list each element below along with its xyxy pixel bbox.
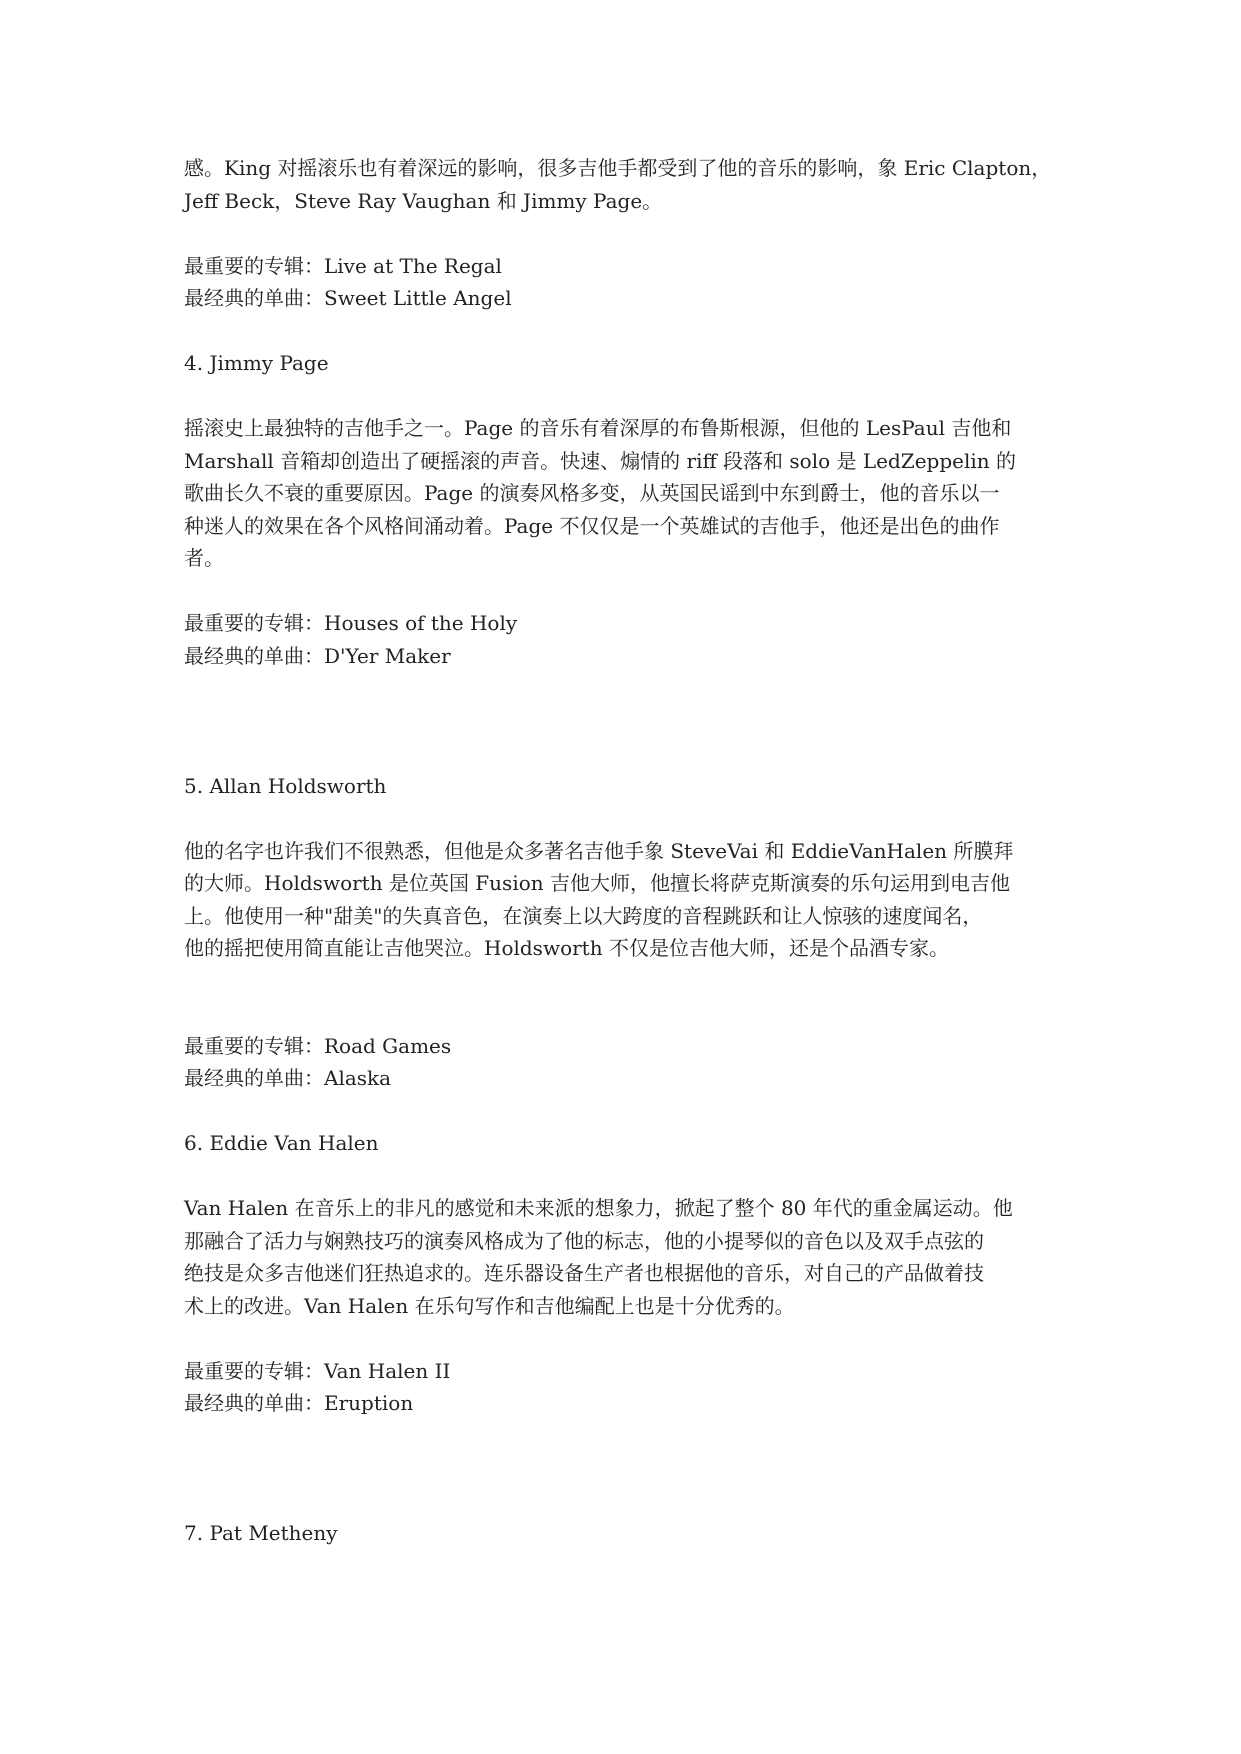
single-line: 最经典的单曲：Alaska [184,1066,392,1090]
paragraph-line: 歌曲长久不衰的重要原因。Page 的演奏风格多变，从英国民谣到中东到爵士，他的音乐以一 [184,481,1000,505]
section-heading: 5. Allan Holdsworth [184,774,387,798]
album-line: 最重要的专辑：Van Halen II [184,1359,451,1383]
section-heading: 7. Pat Metheny [184,1521,338,1545]
section-heading: 4. Jimmy Page [184,351,329,375]
album-line: 最重要的专辑：Road Games [184,1034,452,1058]
paragraph-line: 他的名字也许我们不很熟悉，但他是众多著名吉他手象 SteveVai 和 EddieVanHalen 所膜拜 [184,839,1014,863]
paragraph-line: 种迷人的效果在各个风格间涌动着。Page 不仅仅是一个英雄试的吉他手，他还是出色的曲作 [184,514,1000,538]
paragraph-line: 绝技是众多吉他迷们狂热追求的。连乐器设备生产者也根据他的音乐，对自己的产品做着技 [184,1261,984,1285]
paragraph-line: Van Halen 在音乐上的非凡的感觉和未来派的想象力，掀起了整个 80 年代的重金属运动。他 [184,1196,1013,1220]
album-line: 最重要的专辑：Houses of the Holy [184,611,518,635]
paragraph-line: 那融合了活力与娴熟技巧的演奏风格成为了他的标志，他的小提琴似的音色以及双手点弦的 [184,1229,984,1253]
paragraph-line: 摇滚史上最独特的吉他手之一。Page 的音乐有着深厚的布鲁斯根源，但他的 LesPaul 吉他和 [184,416,1012,440]
paragraph-line: Marshall 音箱却创造出了硬摇滚的声音。快速、煽情的 riff 段落和 solo 是 LedZeppelin 的 [184,449,1017,473]
paragraph-line: 的大师。Holdsworth 是位英国 Fusion 吉他大师，他擅长将萨克斯演奏的乐句运用到电吉他 [184,871,1010,895]
paragraph-line: 感。King 对摇滚乐也有着深远的影响，很多吉他手都受到了他的音乐的影响，象 Eric Clapton， [184,156,1052,180]
paragraph-line: Jeff Beck，Steve Ray Vaughan 和 Jimmy Page。 [184,189,663,213]
album-line: 最重要的专辑：Live at The Regal [184,254,502,278]
paragraph-line: 上。他使用一种"甜美"的失真音色，在演奏上以大跨度的音程跳跃和让人惊骇的速度闻名， [184,904,983,928]
paragraph-line: 他的摇把使用简直能让吉他哭泣。Holdsworth 不仅是位吉他大师，还是个品酒专家。 [184,936,949,960]
single-line: 最经典的单曲：Eruption [184,1391,414,1415]
single-line: 最经典的单曲：D'Yer Maker [184,644,451,668]
paragraph-line: 术上的改进。Van Halen 在乐句写作和吉他编配上也是十分优秀的。 [184,1294,795,1318]
paragraph-line: 者。 [184,546,224,570]
section-heading: 6. Eddie Van Halen [184,1131,379,1155]
single-line: 最经典的单曲：Sweet Little Angel [184,286,512,310]
